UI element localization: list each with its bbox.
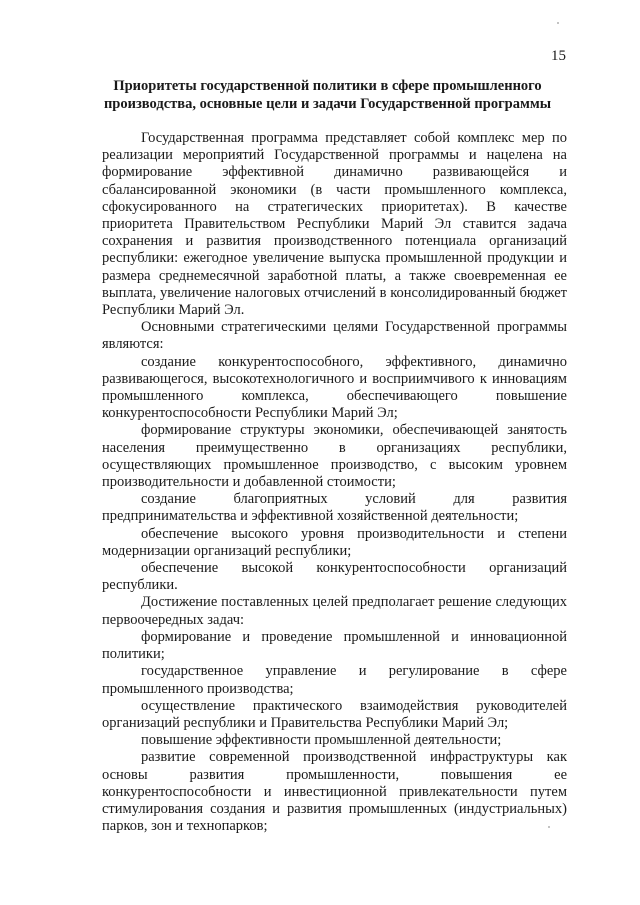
paragraph: обеспечение высокой конкурентоспособности организаций республики. <box>102 560 567 594</box>
body-text <box>102 130 567 835</box>
section-heading <box>90 77 565 113</box>
paragraph: осуществление практического взаимодействия руководителей организаций республики и Правительства Республики Марий Эл; <box>102 697 567 731</box>
paragraph: государственное управление и регулирование в сфере промышленного производства; <box>102 663 567 697</box>
paragraph: формирование и проведение промышленной и инновационной политики; <box>102 628 567 663</box>
paragraph: формирование структуры экономики, обеспечивающей занятость населения преимущественно в организациях республики, осуществляющих промышленное производство, с высоким уровнем производительности и добавленной стоимости; <box>102 422 567 491</box>
paragraph: обеспечение высокого уровня производительности и степени модернизации организаций республики; <box>102 525 567 559</box>
paragraph: создание конкурентоспособного, эффективного, динамично развивающегося, высокотехнологичного и восприимчивого к инновациям промышленного комплекса, обеспечивающего повышение конкурентоспособности Республики Марий Эл; <box>102 353 567 422</box>
paragraph: Достижение поставленных целей предполагает решение следующих первоочередных задач: <box>102 594 567 628</box>
paragraph: повышение эффективности промышленной деятельности; <box>141 732 502 749</box>
page-number: 15 <box>551 48 566 64</box>
paragraph: Основными стратегическими целями Государственной программы являются: <box>102 319 567 353</box>
scan-speck <box>557 22 559 24</box>
section-heading-line: производства, основные цели и задачи Государственной программы <box>103 96 552 112</box>
paragraph: развитие современной производственной инфраструктуры как основы развития промышленности, повышения ее конкурентоспособности и инвестиционной привлекательности путем стимулирования создания и развития промышленных (индустриальных) парков, зон и технопарков; <box>102 749 567 835</box>
section-heading-line: Приоритеты государственной политики в сфере промышленного <box>113 78 542 94</box>
scan-speck <box>548 826 550 828</box>
paragraph: Государственная программа представляет собой комплекс мер по реализации мероприятий Государственной программы и нацелена на формирование эффективной динамично развивающейся и сбалансированной экономики (в части промышленного комплекса, сфокусированного на стратегических приоритетах). В качестве приоритета Правительством Республики Марий Эл ставится задача сохранения и развития производственного потенциала организаций республики: ежегодное увеличение выпуска промышленной продукции и размера среднемесячной заработной платы, а также своевременная ее выплата, увеличение налоговых отчислений в консолидированный бюджет Республики Марий Эл. <box>102 130 567 319</box>
paragraph: создание благоприятных условий для развития предпринимательства и эффективной хозяйственной деятельности; <box>102 491 567 525</box>
